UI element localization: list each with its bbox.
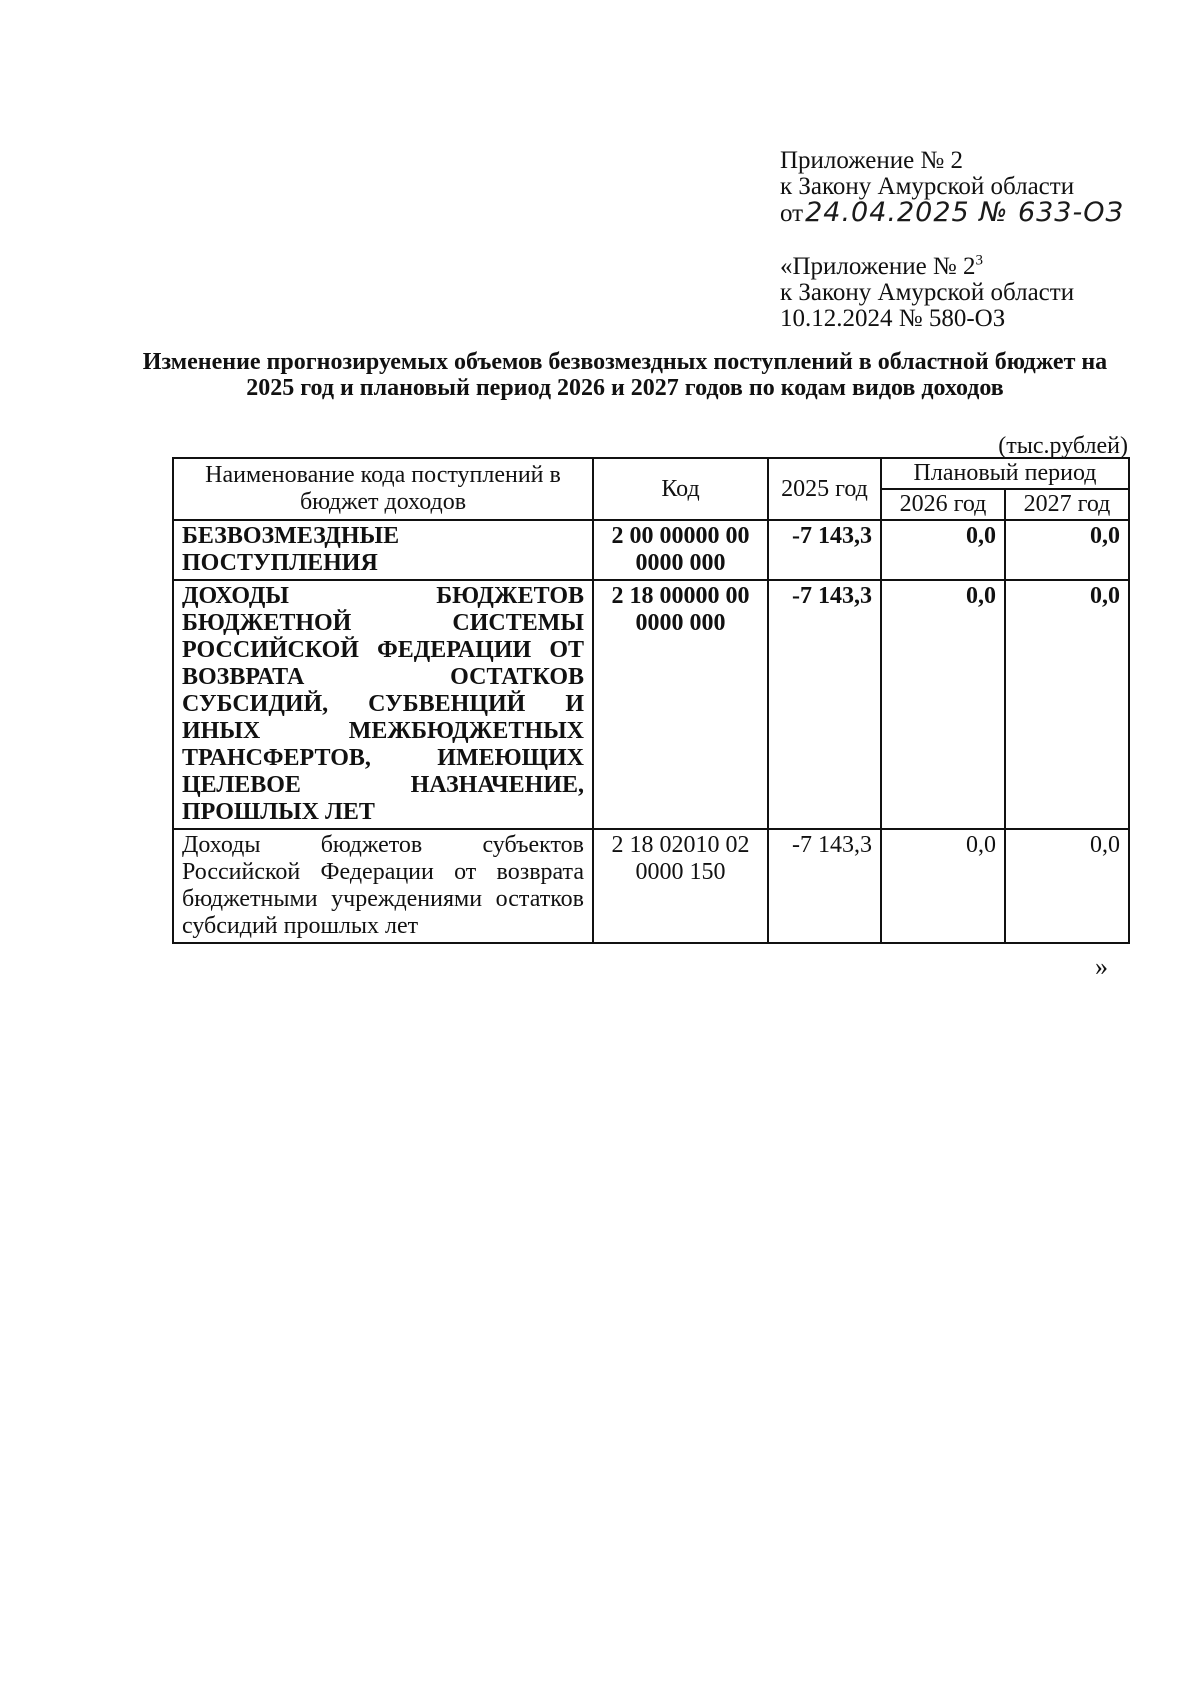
- appendix-number: Приложение № 2: [780, 147, 964, 174]
- row-value-2026: 0,0: [881, 580, 1005, 829]
- date-prefix: от: [780, 200, 804, 227]
- row-value-2025: -7 143,3: [768, 520, 881, 580]
- appendix-header: [780, 148, 1124, 228]
- appendix-law-reference: к Закону Амурской области: [780, 173, 1075, 200]
- original-appendix-number: [780, 254, 1074, 280]
- original-appendix-law-reference: к Закону Амурской области: [780, 279, 1075, 306]
- row-value-2027: 0,0: [1005, 580, 1129, 829]
- header-code: Код: [593, 458, 768, 520]
- row-value-2025: -7 143,3: [768, 580, 881, 829]
- row-name: Доходы бюджетов субъектов Российской Федерации от возврата бюджетными учреждениями остатков субсидий прошлых лет: [173, 829, 593, 943]
- table-row: [173, 829, 1129, 943]
- row-code: 2 18 00000 00 0000 000: [593, 580, 768, 829]
- table-header-row: [173, 458, 1129, 489]
- header-name: Наименование кода поступлений в бюджет доходов: [173, 458, 593, 520]
- unit-label: (тыс.рублей): [998, 433, 1128, 459]
- row-code: 2 18 02010 02 0000 150: [593, 829, 768, 943]
- closing-quote-mark: »: [1095, 952, 1108, 981]
- row-value-2026: 0,0: [881, 520, 1005, 580]
- original-appendix-date: 10.12.2024 № 580-ОЗ: [780, 305, 1006, 332]
- table-row: [173, 580, 1129, 829]
- original-appendix-header: [780, 254, 1074, 332]
- table-row: [173, 520, 1129, 580]
- header-2025: 2025 год: [768, 458, 881, 520]
- handwritten-date-number: 24.04.2025 № 633-ОЗ: [805, 197, 1124, 228]
- original-appendix-superscript: 3: [975, 252, 984, 269]
- header-2026: 2026 год: [881, 489, 1005, 520]
- row-code: 2 00 00000 00 0000 000: [593, 520, 768, 580]
- document-title: Изменение прогнозируемых объемов безвозмездных поступлений в областной бюджет на 2025 год и плановый период 2026 и 2027 годов по кодам видов доходов: [142, 349, 1108, 401]
- original-appendix-number-text: «Приложение № 2: [780, 253, 976, 280]
- header-2027: 2027 год: [1005, 489, 1129, 520]
- row-value-2025: -7 143,3: [768, 829, 881, 943]
- row-value-2027: 0,0: [1005, 520, 1129, 580]
- row-value-2026: 0,0: [881, 829, 1005, 943]
- row-name: БЕЗВОЗМЕЗДНЫЕ ПОСТУПЛЕНИЯ: [173, 520, 593, 580]
- header-planned-period: Плановый период: [881, 458, 1129, 489]
- revenue-table: [172, 457, 1130, 944]
- row-name: ДОХОДЫ БЮДЖЕТОВ БЮДЖЕТНОЙ СИСТЕМЫ РОССИЙСКОЙ ФЕДЕРАЦИИ ОТ ВОЗВРАТА ОСТАТКОВ СУБСИДИЙ, СУБВЕНЦИЙ И ИНЫХ МЕЖБЮДЖЕТНЫХ ТРАНСФЕРТОВ, ИМЕЮЩИХ ЦЕЛЕВОЕ НАЗНАЧЕНИЕ, ПРОШЛЫХ ЛЕТ: [173, 580, 593, 829]
- row-value-2027: 0,0: [1005, 829, 1129, 943]
- appendix-date-line: [780, 197, 1124, 228]
